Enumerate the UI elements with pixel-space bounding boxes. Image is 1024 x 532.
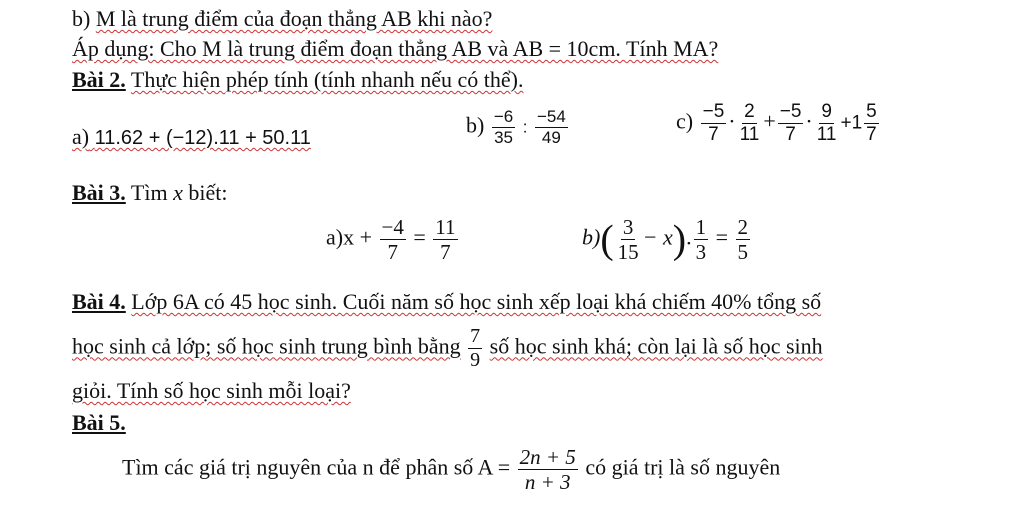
bai4-frac	[468, 326, 482, 371]
bai4-frac-num: 7	[470, 325, 481, 347]
bai2-c-frac4-den: 11	[816, 123, 837, 145]
question-b	[72, 6, 492, 32]
bai2-c-frac5	[864, 102, 879, 145]
bai3-a-frac2-den: 7	[440, 240, 451, 265]
bai3-a-frac1-num: −4	[381, 215, 404, 239]
bai3-b-label: b)	[582, 224, 601, 250]
bai3-b	[582, 216, 752, 263]
bai3-a-plus: +	[359, 224, 373, 250]
bai3-b-frac2-den: 3	[695, 240, 707, 265]
bai3-a-frac2	[433, 216, 457, 263]
bai2-c-frac3-num: −5	[779, 101, 802, 122]
bai2-c-frac3	[778, 102, 804, 145]
bai2-a-expr: 11.62 + (−12).11 + 50.11	[94, 127, 311, 149]
bai4-frac-den: 9	[470, 349, 481, 371]
question-b-text: M là trung điểm của đoạn thẳng AB khi nào?	[95, 6, 493, 31]
bai2-b-frac2-num: −54	[536, 107, 566, 126]
bai5-frac	[518, 446, 578, 493]
bai2-b-frac2-den: 49	[541, 127, 561, 147]
bai3-b-frac1-num: 3	[622, 215, 634, 239]
bai2-c-frac1	[701, 102, 727, 145]
bai2-c-frac5-num: 5	[866, 101, 877, 122]
bai4-line1-text: Lớp 6A có 45 học sinh. Cuối năm số học sinh xếp loại khá chiếm 40% tổng số	[131, 289, 822, 314]
bai2-b-frac1-den: 35	[494, 127, 513, 147]
question-b-label: b)	[72, 6, 91, 31]
bai4-line3: giỏi. Tính số học sinh mỗi loại?	[72, 378, 351, 403]
bai3-b-frac1	[616, 216, 641, 263]
bai4-line1	[72, 289, 821, 315]
bai5-text1: Tìm các giá trị nguyên của n để phân số A =	[122, 454, 511, 480]
bai5-title: Bài 5.	[72, 410, 126, 435]
bai2-c-frac3-den: 7	[785, 123, 796, 145]
bai3-a	[326, 216, 460, 263]
bai3-text: Tìm	[130, 180, 168, 205]
bai3-b-eq: =	[715, 224, 729, 250]
bai4-line2b-text: số học sinh khá; còn lại là số học sinh	[489, 333, 823, 359]
bai3-a-frac1	[380, 216, 406, 263]
bai2-title: Bài 2.	[72, 67, 126, 92]
bai3-a-frac1-den: 7	[387, 240, 398, 265]
bai2-c-plus: +	[763, 108, 776, 134]
bai2-c-dot2: ·	[805, 108, 813, 134]
bai2-c-frac1-num: −5	[702, 101, 725, 122]
bai2-c-frac2	[738, 102, 762, 145]
bai4-line2	[72, 326, 823, 371]
bai4-line2a-text: học sinh cả lớp; số học sinh trung bình bằng	[72, 333, 461, 359]
bai3-b-dot: .	[686, 224, 692, 250]
bai3-heading	[72, 180, 227, 206]
bai2-c-frac1-den: 7	[708, 123, 719, 145]
bai3-b-frac3-num: 2	[737, 215, 749, 239]
bai3-a-label: a)	[326, 224, 344, 250]
bai2-heading	[72, 67, 523, 93]
bai2-b-frac1-num: −6	[493, 107, 514, 126]
bai2-a	[72, 124, 311, 151]
bai2-c-frac4	[815, 102, 839, 145]
bai2-c-frac5-den: 7	[866, 123, 877, 145]
bai2-a-label: a)	[72, 124, 90, 149]
bai4-title: Bài 4.	[72, 289, 126, 314]
bai5-line	[122, 446, 780, 493]
bai2-c-label: c)	[676, 108, 694, 134]
apply-text: Áp dụng: Cho M là trung điểm đoạn thẳng AB và AB = 10cm. Tính MA?	[72, 36, 719, 61]
bai3-title: Bài 3.	[72, 180, 126, 205]
bai3-b-rparen: )	[672, 216, 687, 262]
bai2-b	[466, 108, 570, 147]
bai3-var: x	[173, 180, 183, 205]
bai3-b-frac3	[736, 216, 751, 263]
bai3-a-eq: =	[413, 224, 426, 250]
bai5-frac-den: n + 3	[524, 470, 571, 495]
bai2-text: Thực hiện phép tính (tính nhanh nếu có thể).	[130, 67, 524, 92]
bai2-b-frac1	[492, 108, 515, 147]
bai3-b-frac2	[694, 216, 709, 263]
bai2-c-frac2-num: 2	[744, 101, 755, 122]
bai2-b-op: :	[522, 117, 528, 137]
bai3-b-frac2-num: 1	[695, 215, 707, 239]
bai3-a-x: x	[343, 224, 355, 250]
bai3-b-frac3-den: 5	[737, 240, 749, 265]
bai2-b-label: b)	[466, 112, 485, 138]
bai3-b-minus-x: − x	[642, 224, 673, 250]
bai3-b-lparen: (	[600, 216, 614, 262]
bai2-c-frac4-num: 9	[821, 101, 832, 122]
bai3-a-frac2-num: 11	[435, 215, 456, 239]
bai3-text2: biết:	[188, 180, 228, 205]
bai3-b-frac1-den: 15	[617, 240, 639, 265]
bai2-c-dot1: ·	[728, 108, 736, 134]
bai2-b-frac2	[535, 108, 568, 147]
bai2-c	[676, 102, 881, 145]
bai5-text2: có giá trị là số nguyên	[585, 454, 781, 480]
bai2-c-frac2-den: 11	[739, 123, 760, 145]
bai5-frac-num: 2n + 5	[519, 445, 576, 469]
bai2-c-plus2: +1	[840, 112, 863, 134]
